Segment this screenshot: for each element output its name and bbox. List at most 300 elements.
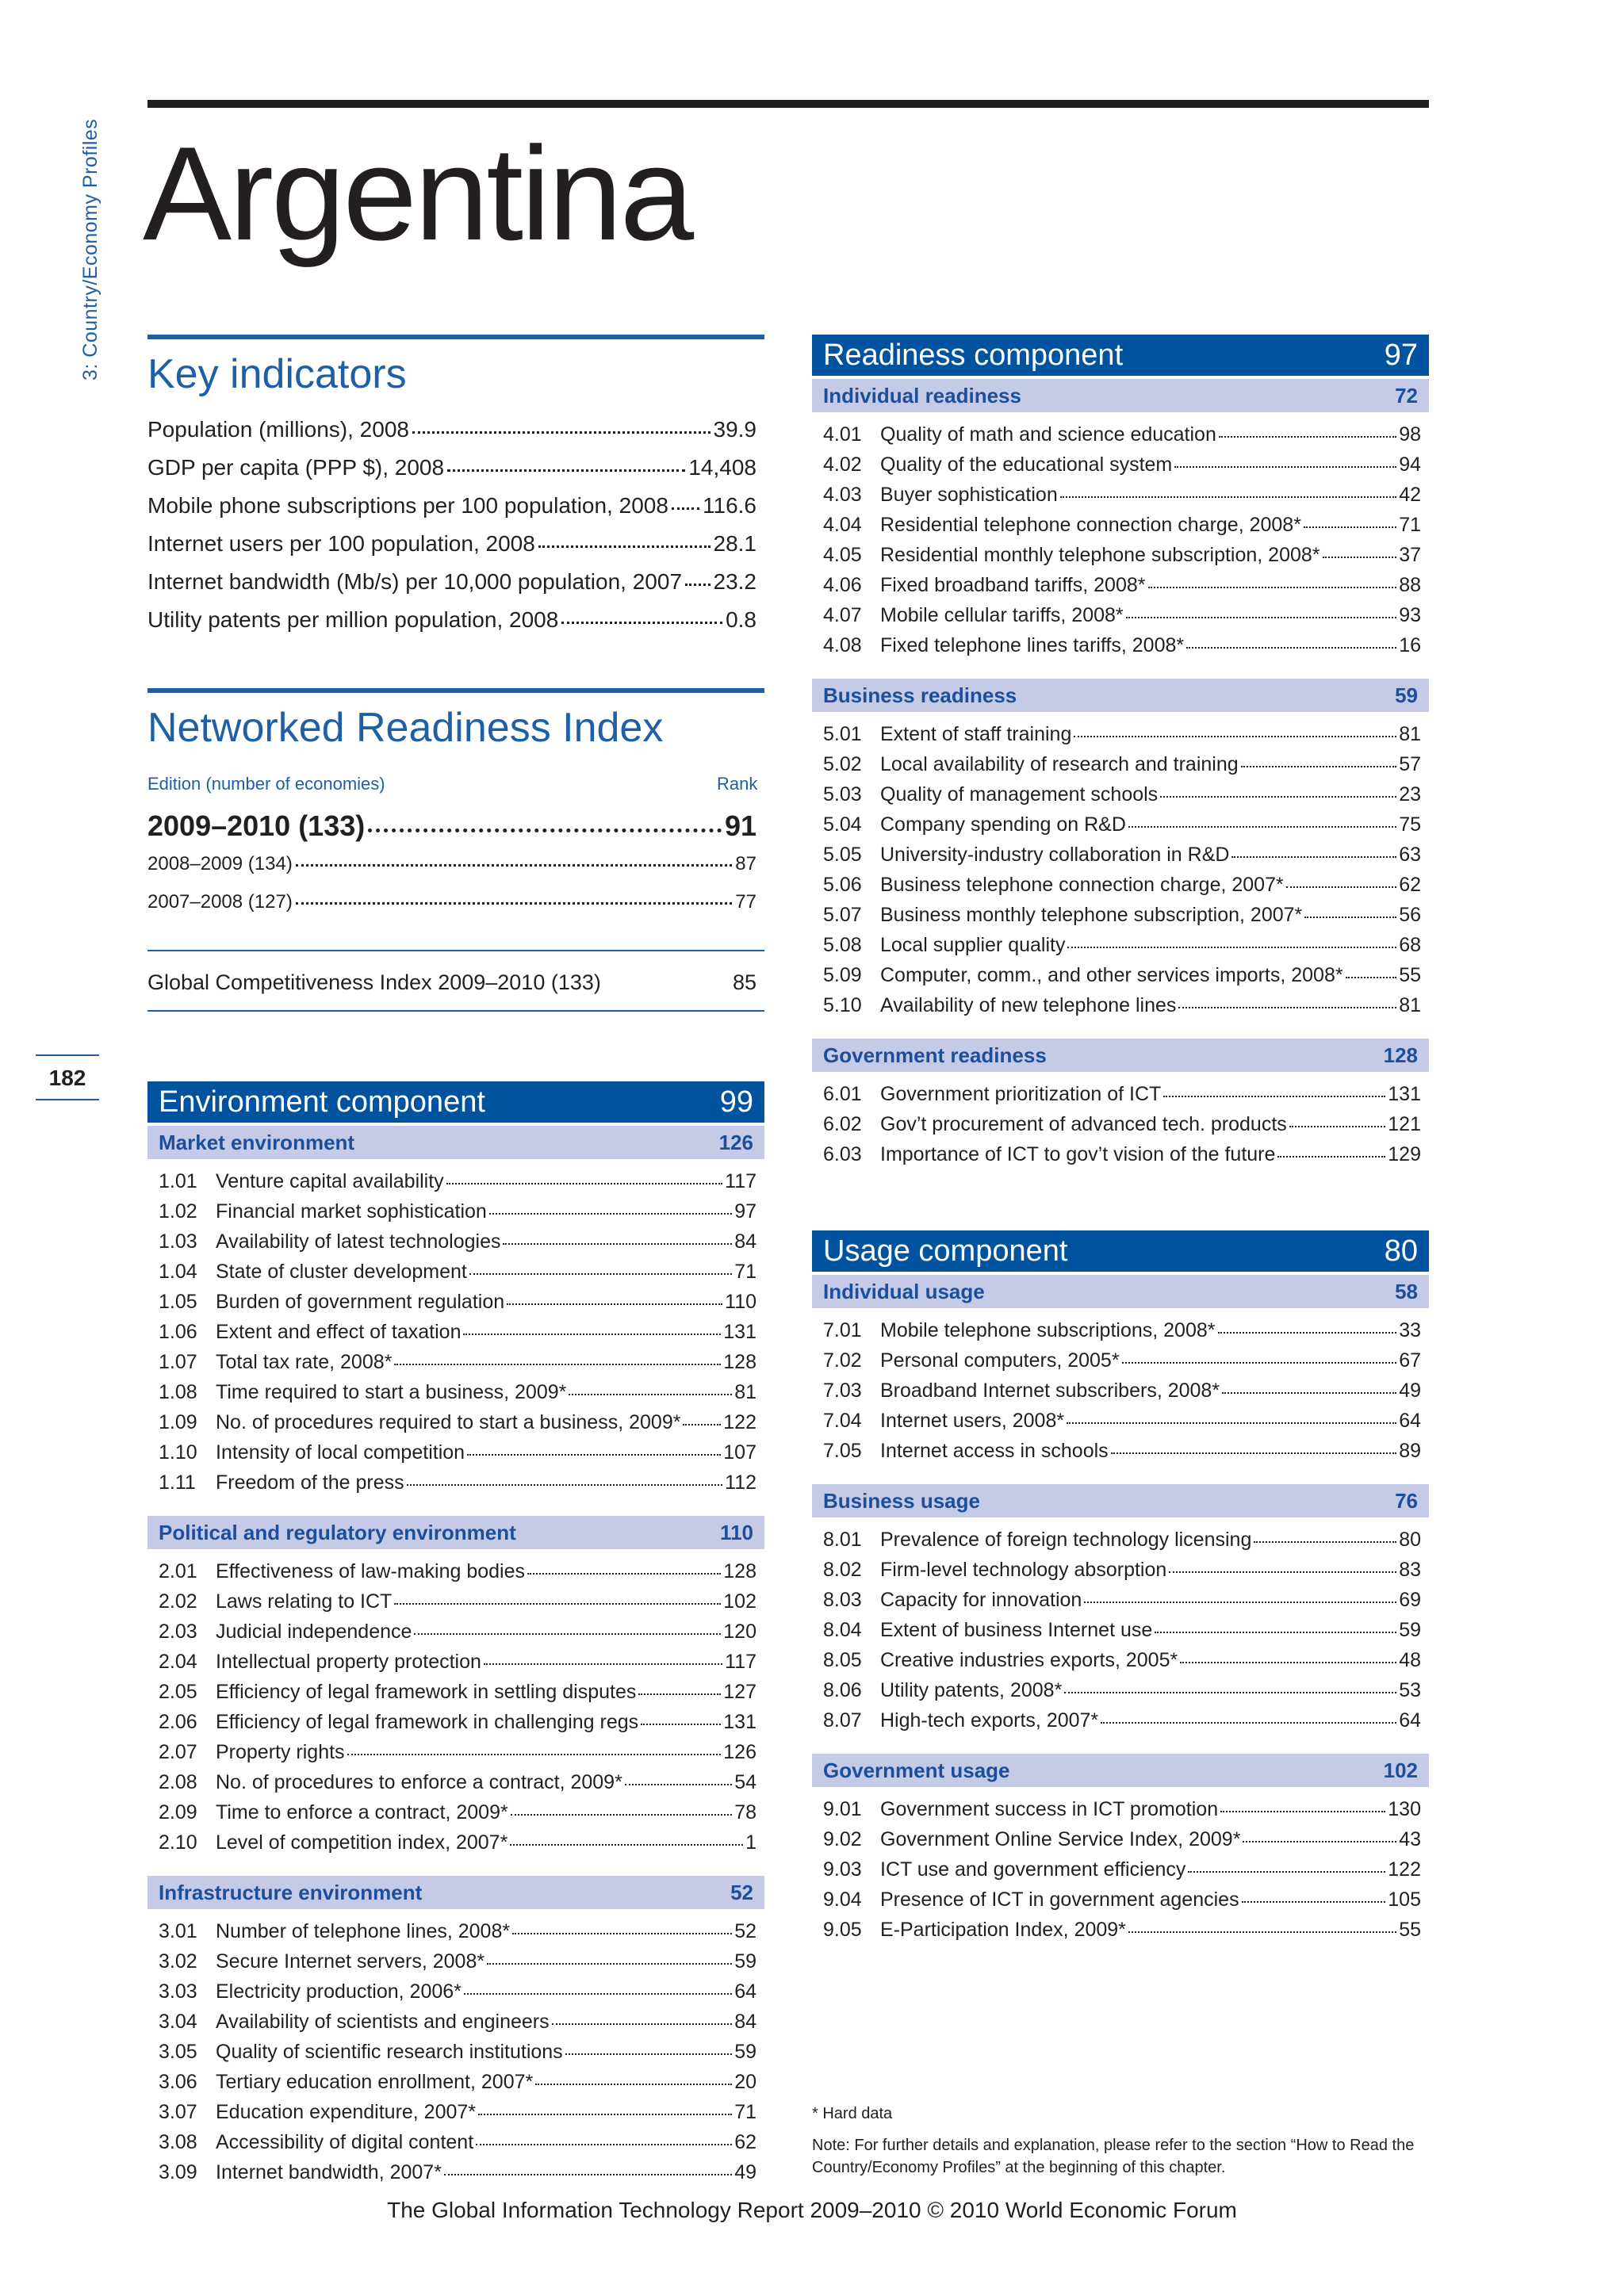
leader-dots xyxy=(1180,1662,1396,1663)
indicator-row xyxy=(159,1622,756,1642)
indicator-row xyxy=(159,2133,756,2152)
indicator-label: Personal computers, 2005* xyxy=(880,1349,1120,1372)
indicator-rank: 94 xyxy=(1399,453,1421,476)
indicator-label: Utility patents, 2008* xyxy=(880,1679,1063,1701)
indicator-rank: 98 xyxy=(1399,423,1421,446)
subcomponent-rank: 59 xyxy=(1395,683,1418,707)
indicator-row xyxy=(823,1321,1421,1341)
indicator-rank: 16 xyxy=(1399,634,1421,656)
indicator-row xyxy=(823,1621,1421,1640)
indicator-rank: 126 xyxy=(723,1741,756,1763)
indicator-row xyxy=(823,576,1421,595)
indicator-rank: 110 xyxy=(725,1291,756,1313)
indicator-label: Total tax rate, 2008* xyxy=(216,1351,393,1373)
indicator-label: Government prioritization of ICT xyxy=(880,1083,1162,1105)
indicator-label: Business monthly telephone subscription, 2007* xyxy=(880,904,1303,926)
leader-dots xyxy=(1148,587,1397,588)
indicator-row xyxy=(823,1351,1421,1371)
indicator-code: 1.06 xyxy=(159,1321,197,1343)
gci-rule-top xyxy=(147,950,764,951)
indicator-label: Quality of the educational system xyxy=(880,453,1173,476)
indicator-label: Fixed broadband tariffs, 2008* xyxy=(880,574,1146,596)
subcomponent-rank: 72 xyxy=(1395,383,1418,408)
leader-dots xyxy=(527,1573,721,1575)
indicator-label: Internet access in schools xyxy=(880,1440,1109,1462)
indicator-code: 8.06 xyxy=(823,1679,862,1701)
indicator-rank: 112 xyxy=(725,1471,756,1494)
subcomponent-title: Individual readiness xyxy=(823,383,1021,408)
leader-dots xyxy=(569,1394,732,1395)
indicator-code: 7.04 xyxy=(823,1410,862,1432)
key-indicators-rule xyxy=(147,335,764,339)
subcomponent-header xyxy=(812,1039,1429,1072)
indicator-label: Business telephone connection charge, 2007* xyxy=(880,874,1284,896)
indicator-code: 4.08 xyxy=(823,634,862,656)
indicator-rank: 43 xyxy=(1399,1828,1421,1850)
leader-dots xyxy=(1101,1722,1396,1724)
leader-dots xyxy=(489,1213,732,1215)
indicator-label: Electricity production, 2006* xyxy=(216,1980,462,2003)
gci-row: Global Competitiveness Index 2009–2010 (133) 85 xyxy=(147,970,756,994)
indicator-label: ICT use and government efficiency xyxy=(880,1858,1186,1881)
indicator-label: Local availability of research and training xyxy=(880,753,1239,775)
leader-dots xyxy=(511,1814,732,1816)
indicator-label: Quality of scientific research institutions xyxy=(216,2041,563,2063)
indicator-rank: 128 xyxy=(723,1351,756,1373)
leader-dots xyxy=(1128,1931,1396,1933)
indicator-row xyxy=(159,1682,756,1702)
indicator-row xyxy=(823,1381,1421,1401)
indicator-row xyxy=(823,545,1421,565)
leader-dots xyxy=(641,1724,721,1725)
indicator-code: 5.08 xyxy=(823,934,862,956)
indicator-row xyxy=(823,515,1421,535)
indicator-code: 2.10 xyxy=(159,1831,197,1854)
readiness-component-header: Readiness component 97 xyxy=(812,335,1429,376)
subcomponent-title: Business readiness xyxy=(823,683,1017,707)
indicator-row xyxy=(159,1743,756,1762)
subcomponent-title: Market environment xyxy=(159,1130,355,1154)
indicator-code: 2.09 xyxy=(159,1801,197,1823)
indicator-row xyxy=(823,455,1421,475)
indicator-code: 3.01 xyxy=(159,1920,197,1942)
indicator-label: Mobile cellular tariffs, 2008* xyxy=(880,604,1124,626)
indicator-rank: 64 xyxy=(1399,1410,1421,1432)
leader-dots xyxy=(1169,1571,1396,1573)
indicator-code: 1.01 xyxy=(159,1170,197,1192)
indicator-label: Buyer sophistication xyxy=(880,484,1058,506)
indicator-row xyxy=(159,2072,756,2092)
indicator-code: 7.05 xyxy=(823,1440,862,1462)
indicator-rank: 80 xyxy=(1399,1529,1421,1551)
indicator-code: 7.01 xyxy=(823,1319,862,1341)
indicator-row xyxy=(159,1982,756,2002)
subcomponent-title: Individual usage xyxy=(823,1279,985,1303)
leader-dots xyxy=(1323,557,1397,558)
leader-dots xyxy=(1074,736,1396,737)
indicator-label: Time required to start a business, 2009* xyxy=(216,1381,567,1403)
key-indicator-row: Mobile phone subscriptions per 100 population, 2008 116.6 xyxy=(147,493,756,518)
indicator-rank: 57 xyxy=(1399,753,1421,775)
leader-dots xyxy=(1067,1422,1396,1424)
indicator-code: 2.05 xyxy=(159,1681,197,1703)
indicator-label: Education expenditure, 2007* xyxy=(216,2101,477,2123)
indicator-label: Intensity of local competition xyxy=(216,1441,465,1464)
indicator-label: Efficiency of legal framework in settling disputes xyxy=(216,1681,637,1703)
indicator-row xyxy=(159,1443,756,1463)
leader-dots xyxy=(347,1754,722,1755)
indicator-label: Fixed telephone lines tariffs, 2008* xyxy=(880,634,1185,656)
indicator-rank: 23 xyxy=(1399,783,1421,806)
leader-dots xyxy=(1277,1156,1385,1158)
indicator-label: Burden of government regulation xyxy=(216,1291,505,1313)
indicator-row xyxy=(159,1322,756,1342)
indicator-rank: 93 xyxy=(1399,604,1421,626)
indicator-label: Judicial independence xyxy=(216,1621,412,1643)
key-indicator-row: Population (millions), 2008 39.9 xyxy=(147,417,756,442)
indicator-row xyxy=(823,1590,1421,1610)
indicator-rank: 75 xyxy=(1399,813,1421,836)
indicator-label: Gov’t procurement of advanced tech. products xyxy=(880,1113,1287,1135)
indicator-code: 2.01 xyxy=(159,1560,197,1582)
nri-rank-header: Rank xyxy=(717,774,758,794)
leader-dots xyxy=(1222,1392,1396,1394)
indicator-rank: 33 xyxy=(1399,1319,1421,1341)
indicator-rank: 117 xyxy=(725,1651,756,1673)
indicator-row xyxy=(823,1651,1421,1670)
indicator-rank: 105 xyxy=(1388,1888,1421,1911)
indicator-code: 3.02 xyxy=(159,1950,197,1973)
leader-dots xyxy=(478,2114,732,2115)
leader-dots xyxy=(1243,1841,1396,1843)
indicator-rank: 81 xyxy=(1399,723,1421,745)
indicator-row xyxy=(159,2012,756,2032)
indicator-label: Government Online Service Index, 2009* xyxy=(880,1828,1241,1850)
subcomponent-header xyxy=(812,679,1429,712)
indicator-row xyxy=(823,1145,1421,1165)
indicator-code: 1.11 xyxy=(159,1471,196,1494)
indicator-row xyxy=(159,2163,756,2183)
leader-dots xyxy=(464,1993,732,1995)
indicator-rank: 71 xyxy=(734,1261,756,1283)
nri-rule xyxy=(147,688,764,693)
leader-dots xyxy=(1218,1332,1397,1334)
indicator-row xyxy=(159,1353,756,1372)
indicator-rank: 64 xyxy=(1399,1709,1421,1732)
indicator-row xyxy=(823,1920,1421,1940)
leader-dots xyxy=(1155,1632,1396,1633)
indicator-rank: 81 xyxy=(734,1381,756,1403)
indicator-label: Availability of scientists and engineers xyxy=(216,2011,550,2033)
indicator-row xyxy=(823,1530,1421,1550)
indicator-rank: 128 xyxy=(723,1560,756,1582)
indicator-code: 1.03 xyxy=(159,1230,197,1253)
subcomponent-title: Infrastructure environment xyxy=(159,1880,423,1904)
indicator-code: 2.02 xyxy=(159,1590,197,1613)
indicator-code: 6.01 xyxy=(823,1083,862,1105)
leader-dots xyxy=(625,1784,732,1785)
leader-dots xyxy=(1126,617,1397,618)
indicator-code: 4.04 xyxy=(823,514,862,536)
subcomponent-title: Government usage xyxy=(823,1758,1010,1782)
indicator-label: Extent of business Internet use xyxy=(880,1619,1153,1641)
indicator-code: 1.10 xyxy=(159,1441,197,1464)
gci-rule-bottom xyxy=(147,1010,764,1012)
indicator-rank: 59 xyxy=(734,1950,756,1973)
indicator-rank: 52 xyxy=(734,1920,756,1942)
leader-dots xyxy=(394,1603,721,1605)
leader-dots xyxy=(484,1663,722,1665)
indicator-row xyxy=(823,875,1421,895)
indicator-label: Creative industries exports, 2005* xyxy=(880,1649,1178,1671)
indicator-code: 5.04 xyxy=(823,813,862,836)
leader-dots xyxy=(1286,886,1396,888)
leader-dots xyxy=(1188,1871,1385,1873)
indicator-label: Firm-level technology absorption xyxy=(880,1559,1167,1581)
leader-dots xyxy=(535,2084,732,2085)
indicator-label: Computer, comm., and other services imports, 2008* xyxy=(880,964,1343,986)
hard-data-note: * Hard data xyxy=(812,2105,893,2122)
leader-dots xyxy=(407,1484,723,1486)
indicator-code: 2.08 xyxy=(159,1771,197,1793)
indicator-row xyxy=(159,1232,756,1252)
indicator-code: 2.03 xyxy=(159,1621,197,1643)
indicator-code: 3.04 xyxy=(159,2011,197,2033)
indicator-row xyxy=(823,1115,1421,1135)
indicator-code: 8.02 xyxy=(823,1559,862,1581)
indicator-rank: 62 xyxy=(734,2131,756,2153)
leader-dots xyxy=(1289,1126,1386,1127)
indicator-row xyxy=(823,636,1421,656)
page-title: Argentina xyxy=(143,119,692,268)
leader-dots xyxy=(446,1183,722,1184)
indicator-rank: 63 xyxy=(1399,844,1421,866)
indicator-rank: 54 xyxy=(734,1771,756,1793)
subcomponent-rank: 128 xyxy=(1383,1043,1418,1067)
indicator-code: 3.09 xyxy=(159,2161,197,2183)
indicator-code: 5.02 xyxy=(823,753,862,775)
subcomponent-rank: 102 xyxy=(1383,1758,1418,1782)
indicator-rank: 130 xyxy=(1388,1798,1421,1820)
leader-dots xyxy=(1160,796,1396,798)
indicator-row xyxy=(823,845,1421,865)
indicator-label: Secure Internet servers, 2008* xyxy=(216,1950,485,1973)
leader-dots xyxy=(476,2144,732,2145)
indicator-rank: 1 xyxy=(745,1831,756,1854)
indicator-code: 1.05 xyxy=(159,1291,197,1313)
subcomponent-rank: 58 xyxy=(1395,1279,1418,1303)
indicator-code: 3.05 xyxy=(159,2041,197,2063)
leader-dots xyxy=(394,1364,721,1365)
indicator-label: University-industry collaboration in R&D xyxy=(880,844,1230,866)
indicator-code: 9.02 xyxy=(823,1828,862,1850)
leader-dots xyxy=(1241,766,1397,767)
indicator-row xyxy=(823,425,1421,445)
indicator-rank: 59 xyxy=(734,2041,756,2063)
indicator-rank: 131 xyxy=(1388,1083,1421,1105)
indicator-rank: 62 xyxy=(1399,874,1421,896)
explanation-note: Note: For further details and explanation, please refer to the section “How to Read the Country/Economy Profiles” at the beginning of this chapter. xyxy=(812,2137,1415,2176)
indicator-rank: 121 xyxy=(1388,1113,1421,1135)
indicator-code: 4.01 xyxy=(823,423,862,446)
indicator-row xyxy=(823,905,1421,925)
indicator-row xyxy=(823,1711,1421,1731)
indicator-label: Tertiary education enrollment, 2007* xyxy=(216,2071,534,2093)
indicator-row xyxy=(823,1681,1421,1701)
leader-dots xyxy=(463,1334,721,1335)
indicator-rank: 68 xyxy=(1399,934,1421,956)
leader-dots xyxy=(1064,1692,1396,1693)
indicator-row xyxy=(159,1413,756,1433)
indicator-code: 9.04 xyxy=(823,1888,862,1911)
key-indicator-row: GDP per capita (PPP $), 2008 14,408 xyxy=(147,455,756,480)
subcomponent-header xyxy=(147,1126,764,1159)
indicator-label: Efficiency of legal framework in challenging regs xyxy=(216,1711,639,1733)
leader-dots xyxy=(507,1303,722,1305)
indicator-rank: 49 xyxy=(1399,1380,1421,1402)
indicator-row xyxy=(159,1833,756,1853)
indicator-row xyxy=(159,1712,756,1732)
indicator-code: 3.07 xyxy=(159,2101,197,2123)
indicator-rank: 127 xyxy=(723,1681,756,1703)
indicator-row xyxy=(823,1860,1421,1880)
indicator-code: 2.04 xyxy=(159,1651,197,1673)
leader-dots xyxy=(1219,436,1396,438)
indicator-row xyxy=(823,936,1421,955)
indicator-label: Quality of management schools xyxy=(880,783,1159,806)
environment-component-header: Environment component 99 xyxy=(147,1081,764,1123)
indicator-code: 4.02 xyxy=(823,453,862,476)
indicator-row xyxy=(823,1441,1421,1461)
subcomponent-title: Business usage xyxy=(823,1488,980,1513)
indicator-code: 2.06 xyxy=(159,1711,197,1733)
leader-dots xyxy=(487,1963,732,1965)
key-indicator-row: Internet users per 100 population, 2008 28.1 xyxy=(147,531,756,556)
subcomponent-rank: 110 xyxy=(720,1520,753,1544)
leader-dots xyxy=(1084,1601,1396,1603)
indicator-rank: 64 xyxy=(734,1980,756,2003)
key-indicators-heading: Key indicators xyxy=(147,351,407,397)
subcomponent-rank: 126 xyxy=(718,1130,753,1154)
indicator-row xyxy=(823,1800,1421,1820)
leader-dots xyxy=(469,1273,732,1275)
indicator-row xyxy=(823,606,1421,626)
indicator-code: 1.09 xyxy=(159,1411,197,1433)
indicator-label: Property rights xyxy=(216,1741,345,1763)
indicator-code: 4.07 xyxy=(823,604,862,626)
indicator-rank: 81 xyxy=(1399,994,1421,1016)
indicator-row xyxy=(159,1803,756,1823)
section-sidebar-label: 3: Country/Economy Profiles xyxy=(79,118,102,381)
nri-current-rank: 2009–2010 (133) 91 xyxy=(147,809,756,842)
indicator-label: No. of procedures to enforce a contract, 2009* xyxy=(216,1771,622,1793)
subcomponent-header xyxy=(812,1275,1429,1308)
indicator-label: E-Participation Index, 2009* xyxy=(880,1919,1126,1941)
indicator-row xyxy=(823,1560,1421,1580)
indicator-code: 9.05 xyxy=(823,1919,862,1941)
indicator-label: Presence of ICT in government agencies xyxy=(880,1888,1239,1911)
subcomponent-title: Government readiness xyxy=(823,1043,1047,1067)
indicator-code: 5.06 xyxy=(823,874,862,896)
page-number: 182 xyxy=(36,1054,99,1100)
leader-dots xyxy=(1186,647,1396,649)
indicator-label: State of cluster development xyxy=(216,1261,467,1283)
indicator-code: 6.02 xyxy=(823,1113,862,1135)
leader-dots xyxy=(1220,1811,1385,1812)
indicator-code: 9.03 xyxy=(823,1858,862,1881)
indicator-row xyxy=(159,2103,756,2122)
subcomponent-title: Political and regulatory environment xyxy=(159,1520,516,1544)
indicator-label: Internet bandwidth, 2007* xyxy=(216,2161,442,2183)
indicator-row xyxy=(823,996,1421,1016)
indicator-code: 4.05 xyxy=(823,544,862,566)
indicator-code: 9.01 xyxy=(823,1798,862,1820)
leader-dots xyxy=(1060,496,1396,498)
indicator-row xyxy=(159,1383,756,1402)
subcomponent-header xyxy=(812,379,1429,412)
indicator-code: 3.06 xyxy=(159,2071,197,2093)
indicator-label: Quality of math and science education xyxy=(880,423,1216,446)
indicator-code: 2.07 xyxy=(159,1741,197,1763)
indicator-label: Residential telephone connection charge, 2008* xyxy=(880,514,1301,536)
indicator-rank: 102 xyxy=(723,1590,756,1613)
indicator-rank: 42 xyxy=(1399,484,1421,506)
indicator-label: Accessibility of digital content xyxy=(216,2131,474,2153)
indicator-rank: 56 xyxy=(1399,904,1421,926)
indicator-code: 4.06 xyxy=(823,574,862,596)
indicator-rank: 131 xyxy=(723,1321,756,1343)
indicator-row xyxy=(159,1292,756,1312)
indicator-label: High-tech exports, 2007* xyxy=(880,1709,1099,1732)
indicator-label: Residential monthly telephone subscription, 2008* xyxy=(880,544,1320,566)
indicator-rank: 129 xyxy=(1388,1143,1421,1165)
subcomponent-header xyxy=(147,1516,764,1549)
indicator-rank: 122 xyxy=(723,1411,756,1433)
leader-dots xyxy=(1178,1007,1396,1008)
indicator-row xyxy=(823,1830,1421,1850)
leader-dots xyxy=(1128,826,1396,828)
indicator-label: Broadband Internet subscribers, 2008* xyxy=(880,1380,1220,1402)
indicator-row xyxy=(823,1411,1421,1431)
indicator-label: Extent of staff training xyxy=(880,723,1072,745)
indicator-row xyxy=(823,1890,1421,1910)
leader-dots xyxy=(467,1454,721,1456)
leader-dots xyxy=(1304,526,1396,528)
indicator-row xyxy=(159,1952,756,1972)
indicator-code: 5.01 xyxy=(823,723,862,745)
indicator-rank: 53 xyxy=(1399,1679,1421,1701)
indicator-code: 1.02 xyxy=(159,1200,197,1223)
indicator-code: 5.03 xyxy=(823,783,862,806)
key-indicator-row: Internet bandwidth (Mb/s) per 10,000 population, 2007 23.2 xyxy=(147,569,756,594)
indicator-label: Time to enforce a contract, 2009* xyxy=(216,1801,508,1823)
indicator-label: Capacity for innovation xyxy=(880,1589,1082,1611)
indicator-rank: 67 xyxy=(1399,1349,1421,1372)
nri-past-rank: 2008–2009 (134) 87 xyxy=(147,853,756,874)
nri-past-rank: 2007–2008 (127) 77 xyxy=(147,891,756,913)
leader-dots xyxy=(1174,466,1396,468)
leader-dots xyxy=(552,2023,733,2025)
indicator-rank: 55 xyxy=(1399,964,1421,986)
subcomponent-rank: 76 xyxy=(1395,1488,1418,1513)
indicator-code: 3.08 xyxy=(159,2131,197,2153)
indicator-label: Availability of latest technologies xyxy=(216,1230,501,1253)
indicator-row xyxy=(159,1922,756,1942)
indicator-code: 1.08 xyxy=(159,1381,197,1403)
indicator-code: 8.07 xyxy=(823,1709,862,1732)
indicator-code: 7.03 xyxy=(823,1380,862,1402)
indicator-label: Venture capital availability xyxy=(216,1170,444,1192)
